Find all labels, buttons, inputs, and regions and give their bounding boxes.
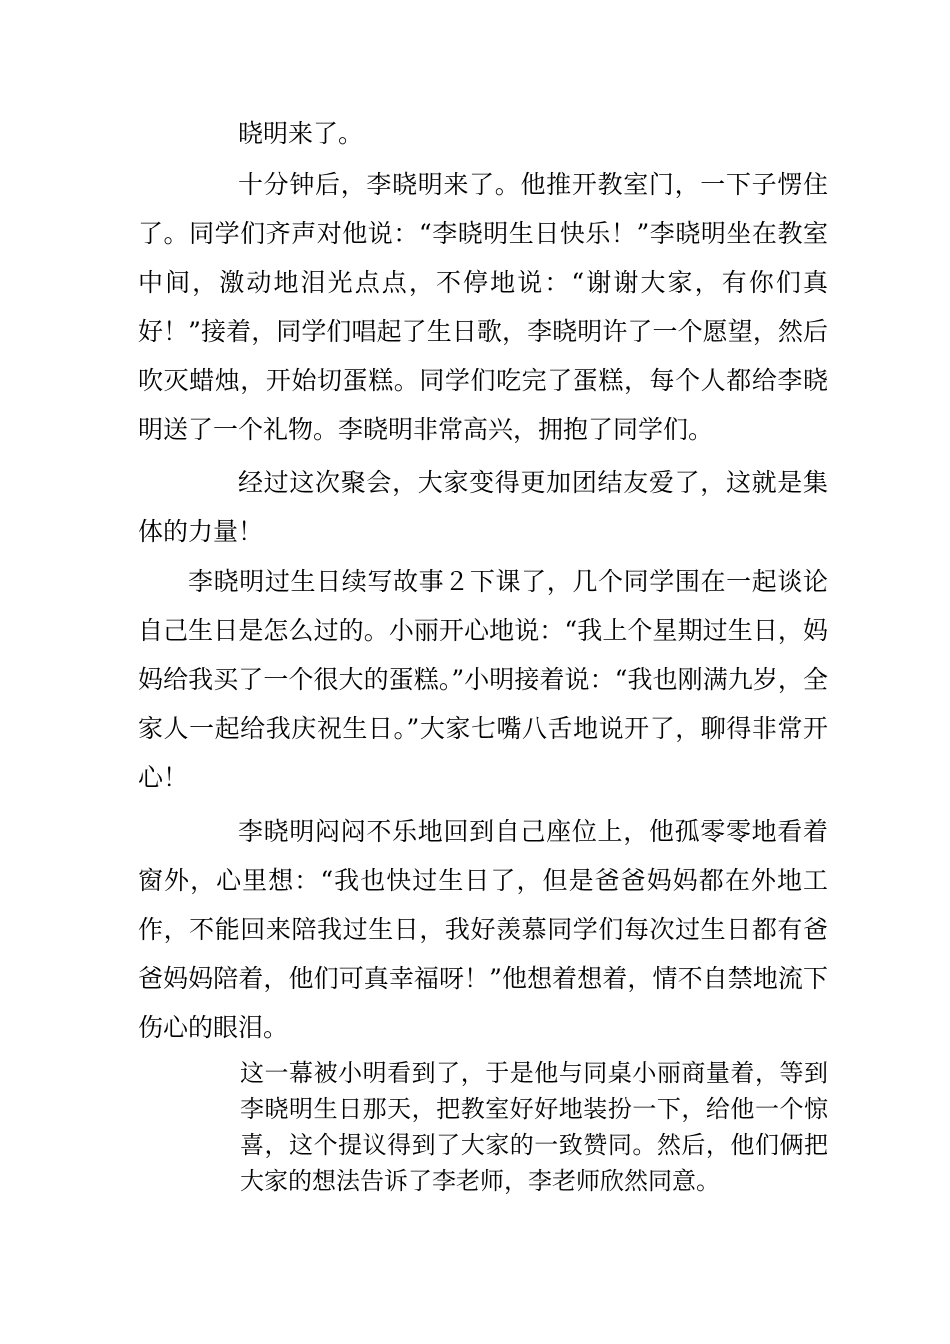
paragraph-2: 十分钟后，李晓明来了。他推开教室门，一下子愣住了。同学们齐声对他说：“李晓明生日快乐！”李晓明坐在教室中间，激动地泪光点点，不停地说：“谢谢大家，有你们真好！”接着，同学们唱起了生日歌，李晓明许了一个愿望，然后吹灭蜡烛，开始切蛋糕。同学们吃完了蛋糕，每个人都给李晓明送了一个礼物。李晓明非常高兴，拥抱了同学们。 [138, 170, 828, 444]
paragraph-3: 经过这次聚会，大家变得更加团结友爱了，这就是集体的力量！ [138, 468, 828, 546]
paragraph-4: 李晓明过生日续写故事２下课了，几个同学围在一起谈论自己生日是怎么过的。小丽开心地说：“我上个星期过生日，妈妈给我买了一个很大的蛋糕。”小明接着说：“我也刚满九岁，全家人一起给我庆祝生日。”大家七嘴八舌地说开了，聊得非常开心！ [138, 567, 828, 792]
paragraph-1: 晓明来了。 [238, 119, 364, 148]
paragraph-6: 这一幕被小明看到了，于是他与同桌小丽商量着，等到李晓明生日那天，把教室好好地装扮一下，给他一个惊喜，这个提议得到了大家的一致赞同。然后，他们俩把大家的想法告诉了李老师，李老师欣然同意。 [240, 1059, 828, 1195]
paragraph-5: 李晓明闷闷不乐地回到自己座位上，他孤零零地看着窗外，心里想：“我也快过生日了，但是爸爸妈妈都在外地工作，不能回来陪我过生日，我好羡慕同学们每次过生日都有爸爸妈妈陪着，他们可真幸福呀！”他想着想着，情不自禁地流下伤心的眼泪。 [138, 817, 828, 1042]
